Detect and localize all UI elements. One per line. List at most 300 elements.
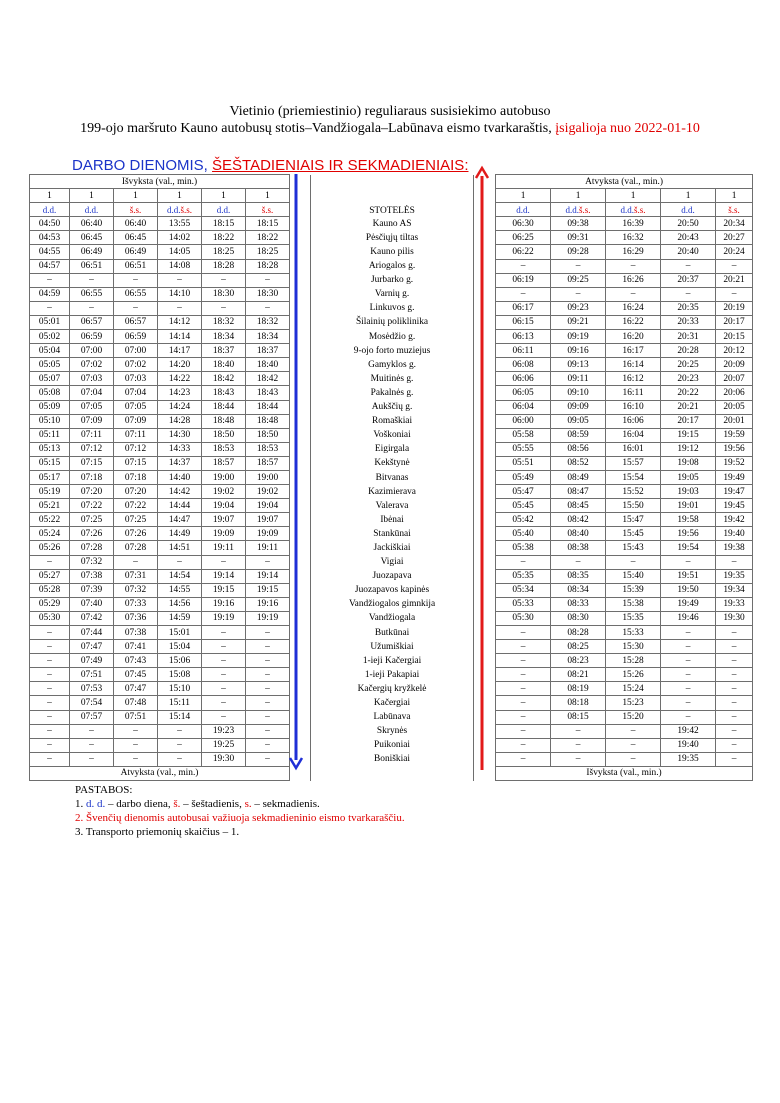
departure-time: 07:36: [114, 611, 158, 625]
departure-time: 18:37: [246, 344, 290, 358]
arrival-time: 16:29: [606, 245, 661, 259]
arrival-time: 08:33: [551, 597, 606, 611]
arrival-time: 09:31: [551, 231, 606, 245]
arrival-time: 20:25: [661, 358, 716, 372]
arrival-time: 15:20: [606, 710, 661, 724]
departure-time: –: [30, 301, 70, 315]
departure-time: 18:30: [246, 287, 290, 301]
arrival-time: 08:47: [551, 485, 606, 499]
arrival-time: 16:01: [606, 442, 661, 456]
arrival-time: 09:05: [551, 414, 606, 428]
departure-time: 14:55: [158, 583, 202, 597]
departure-time: 19:16: [202, 597, 246, 611]
arrival-time: –: [606, 259, 661, 273]
arrival-time: 15:38: [606, 597, 661, 611]
departure-time: 14:05: [158, 245, 202, 259]
arrival-time: –: [661, 654, 716, 668]
departure-time: 07:05: [114, 400, 158, 414]
departure-time: 18:32: [246, 315, 290, 329]
departure-time: –: [158, 752, 202, 766]
arrival-time: 05:42: [496, 513, 551, 527]
departure-time: 19:07: [246, 513, 290, 527]
departure-time: 19:14: [202, 569, 246, 583]
departure-time: –: [30, 654, 70, 668]
departure-time: –: [114, 555, 158, 569]
arrival-time: 20:01: [716, 414, 753, 428]
arrival-time: –: [716, 682, 753, 696]
arrival-time: 15:28: [606, 654, 661, 668]
departure-time: 07:32: [114, 583, 158, 597]
departure-time: 07:31: [114, 569, 158, 583]
departure-time: 07:33: [114, 597, 158, 611]
route-number: 1: [246, 189, 290, 203]
arrival-time: 15:54: [606, 470, 661, 484]
stop-name: Labūnava: [311, 710, 474, 724]
arrival-time: 09:23: [551, 301, 606, 315]
arrival-time: 15:24: [606, 682, 661, 696]
note-1-saturday-abbr: š.: [173, 798, 181, 810]
arrival-time: –: [716, 259, 753, 273]
stop-name: Romaškiai: [311, 414, 474, 428]
departure-time: –: [70, 738, 114, 752]
arrival-time: 06:17: [496, 301, 551, 315]
stop-name: Muitinės g.: [311, 372, 474, 386]
departure-time: 07:51: [114, 710, 158, 724]
day-type: d.d.š.s.: [606, 203, 661, 217]
arrival-time: 08:38: [551, 541, 606, 555]
departure-time: 15:14: [158, 710, 202, 724]
arrival-time: 09:09: [551, 400, 606, 414]
stop-name: Jackiškiai: [311, 541, 474, 555]
arrival-time: 08:25: [551, 640, 606, 654]
arrival-time: 06:00: [496, 414, 551, 428]
arrival-time: 16:24: [606, 301, 661, 315]
arrival-time: –: [496, 696, 551, 710]
arrival-time: 08:19: [551, 682, 606, 696]
departure-time: 05:04: [30, 344, 70, 358]
arrival-time: –: [551, 752, 606, 766]
departure-time: 14:23: [158, 386, 202, 400]
departure-time: –: [70, 724, 114, 738]
departure-time: –: [158, 301, 202, 315]
departure-time: 07:38: [70, 569, 114, 583]
departure-time: 06:45: [114, 231, 158, 245]
arrival-time: 08:52: [551, 456, 606, 470]
departure-time: 07:12: [70, 442, 114, 456]
departure-time: –: [158, 273, 202, 287]
departure-time: 07:00: [70, 344, 114, 358]
departure-time: 07:25: [114, 513, 158, 527]
arrival-time: 06:06: [496, 372, 551, 386]
arrival-time: –: [551, 287, 606, 301]
stop-name: Vandžiogalos gimnkija: [311, 597, 474, 611]
departure-time: 07:22: [114, 499, 158, 513]
arrival-time: 19:40: [661, 738, 716, 752]
departure-time: 14:22: [158, 372, 202, 386]
departure-time: 07:03: [70, 372, 114, 386]
departure-time: 14:44: [158, 499, 202, 513]
arrival-time: 05:40: [496, 527, 551, 541]
departure-time: –: [158, 724, 202, 738]
departure-time: 05:11: [30, 428, 70, 442]
departure-time: 14:33: [158, 442, 202, 456]
arrival-time: 09:21: [551, 315, 606, 329]
departure-time: 05:24: [30, 527, 70, 541]
departure-time: –: [246, 696, 290, 710]
departure-time: 19:19: [246, 611, 290, 625]
arrival-time: –: [551, 555, 606, 569]
departure-time: 07:02: [70, 358, 114, 372]
arrival-time: –: [496, 710, 551, 724]
arrival-time: –: [496, 682, 551, 696]
arrival-time: 19:03: [661, 485, 716, 499]
departure-time: –: [202, 301, 246, 315]
departure-time: 07:41: [114, 640, 158, 654]
departure-time: 07:11: [114, 428, 158, 442]
stop-name: Puikoniai: [311, 738, 474, 752]
departure-time: 05:27: [30, 569, 70, 583]
departure-time: 06:59: [114, 330, 158, 344]
departure-time: 18:48: [202, 414, 246, 428]
arrival-time: 16:11: [606, 386, 661, 400]
arrival-time: 20:34: [716, 217, 753, 231]
stop-name: Kauno pilis: [311, 245, 474, 259]
arrival-time: 15:43: [606, 541, 661, 555]
arrival-time: 20:19: [716, 301, 753, 315]
departure-time: 07:18: [70, 470, 114, 484]
arrival-time: 19:35: [716, 569, 753, 583]
stop-name: Vandžiogala: [311, 611, 474, 625]
stop-name: Varnių g.: [311, 287, 474, 301]
notes: [75, 783, 405, 839]
arrival-time: 08:35: [551, 569, 606, 583]
arrival-time: 20:21: [716, 273, 753, 287]
arrival-time: 16:10: [606, 400, 661, 414]
departure-time: 05:26: [30, 541, 70, 555]
arrival-time: 05:55: [496, 442, 551, 456]
arrival-time: 16:12: [606, 372, 661, 386]
departure-time: 14:20: [158, 358, 202, 372]
departure-time: 06:51: [114, 259, 158, 273]
arrival-time: –: [716, 555, 753, 569]
day-type: d.d.š.s.: [158, 203, 202, 217]
stop-name: Voškoniai: [311, 428, 474, 442]
departure-time: –: [70, 273, 114, 287]
arrival-time: –: [496, 640, 551, 654]
arrival-time: 20:28: [661, 344, 716, 358]
departure-time: 06:55: [70, 287, 114, 301]
departure-time: 19:15: [202, 583, 246, 597]
arrival-time: 06:25: [496, 231, 551, 245]
departure-time: 18:43: [202, 386, 246, 400]
stop-name: Vigiai: [311, 555, 474, 569]
stop-name: Valerava: [311, 499, 474, 513]
departure-time: 18:57: [246, 456, 290, 470]
arrival-time: –: [496, 752, 551, 766]
note-1-text-c: – sekmadienis.: [251, 798, 320, 810]
arrival-time: –: [716, 626, 753, 640]
departure-time: 14:24: [158, 400, 202, 414]
departure-time: 14:42: [158, 485, 202, 499]
stop-name: Juozapavos kapinės: [311, 583, 474, 597]
arrival-header: Atvyksta (val., min.): [496, 175, 753, 189]
arrival-time: 15:35: [606, 611, 661, 625]
departure-time: –: [158, 555, 202, 569]
arrival-time: –: [716, 710, 753, 724]
arrival-time: –: [661, 626, 716, 640]
departure-time: –: [246, 626, 290, 640]
departure-time: 05:13: [30, 442, 70, 456]
stop-name: 9-ojo forto muziejus: [311, 344, 474, 358]
departure-time: 07:43: [114, 654, 158, 668]
arrival-time: 09:38: [551, 217, 606, 231]
arrival-time: 19:05: [661, 470, 716, 484]
arrival-time: –: [606, 738, 661, 752]
arrival-time: 19:49: [661, 597, 716, 611]
arrival-time: 16:32: [606, 231, 661, 245]
effective-date: įsigalioja nuo 2022-01-10: [555, 121, 700, 136]
departure-time: 07:04: [114, 386, 158, 400]
arrival-time: –: [496, 738, 551, 752]
arrival-time: 20:24: [716, 245, 753, 259]
departure-time: –: [30, 273, 70, 287]
departure-time: 18:15: [246, 217, 290, 231]
departure-time: 05:29: [30, 597, 70, 611]
departure-time: –: [246, 273, 290, 287]
footer-departure-label: Išvyksta (val., min.): [496, 766, 753, 780]
departure-time: –: [246, 555, 290, 569]
departure-time: 07:11: [70, 428, 114, 442]
arrival-time: 19:47: [716, 485, 753, 499]
departure-time: 07:09: [70, 414, 114, 428]
arrival-time: 15:33: [606, 626, 661, 640]
arrival-time: –: [716, 696, 753, 710]
departure-time: 18:28: [246, 259, 290, 273]
departure-time: 19:15: [246, 583, 290, 597]
arrival-time: 05:30: [496, 611, 551, 625]
departure-time: 07:03: [114, 372, 158, 386]
arrival-time: 06:04: [496, 400, 551, 414]
arrival-time: 09:19: [551, 330, 606, 344]
heading-workdays: DARBO DIENOMIS,: [72, 157, 213, 174]
departure-time: 05:01: [30, 315, 70, 329]
departure-time: 15:01: [158, 626, 202, 640]
arrival-time: 05:51: [496, 456, 551, 470]
arrival-time: 15:45: [606, 527, 661, 541]
arrival-time: 06:13: [496, 330, 551, 344]
stop-name: Šilainių poliklinika: [311, 315, 474, 329]
arrival-time: 20:23: [661, 372, 716, 386]
arrival-time: –: [551, 259, 606, 273]
departure-time: 07:04: [70, 386, 114, 400]
departure-time: 18:50: [246, 428, 290, 442]
departure-time: 06:45: [70, 231, 114, 245]
stop-name: Bitvanas: [311, 470, 474, 484]
note-3: 3. Transporto priemonių skaičius – 1.: [75, 826, 240, 838]
departure-time: 19:16: [246, 597, 290, 611]
arrival-time: 19:52: [716, 456, 753, 470]
arrival-time: –: [496, 668, 551, 682]
stop-name: Mosėdžio g.: [311, 330, 474, 344]
stop-name: Ariogalos g.: [311, 259, 474, 273]
departure-time: –: [246, 301, 290, 315]
departure-time: –: [158, 738, 202, 752]
stops-header: STOTELĖS: [311, 189, 474, 217]
departure-time: 06:40: [114, 217, 158, 231]
arrival-time: 20:27: [716, 231, 753, 245]
arrival-time: 16:06: [606, 414, 661, 428]
arrival-time: –: [606, 555, 661, 569]
departure-time: 14:17: [158, 344, 202, 358]
departure-time: 14:10: [158, 287, 202, 301]
departure-time: –: [30, 668, 70, 682]
departure-time: 19:04: [202, 499, 246, 513]
arrival-time: 19:56: [716, 442, 753, 456]
arrival-time: 19:58: [661, 513, 716, 527]
departure-time: 18:48: [246, 414, 290, 428]
stop-name: Kekštynė: [311, 456, 474, 470]
departure-time: –: [246, 738, 290, 752]
note-1: [75, 797, 405, 811]
departure-time: 05:19: [30, 485, 70, 499]
arrival-time: 08:45: [551, 499, 606, 513]
arrival-time: –: [661, 287, 716, 301]
arrival-time: –: [716, 668, 753, 682]
arrival-time: 19:50: [661, 583, 716, 597]
departure-time: –: [202, 654, 246, 668]
arrival-time: 15:40: [606, 569, 661, 583]
departure-time: 14:37: [158, 456, 202, 470]
departure-time: –: [246, 640, 290, 654]
arrival-time: 15:23: [606, 696, 661, 710]
departure-time: 07:28: [114, 541, 158, 555]
departure-time: 07:39: [70, 583, 114, 597]
stop-name: 1-ieji Pakapiai: [311, 668, 474, 682]
arrival-time: 05:33: [496, 597, 551, 611]
departure-time: 18:25: [202, 245, 246, 259]
departure-time: 19:07: [202, 513, 246, 527]
arrival-time: 09:28: [551, 245, 606, 259]
departure-time: 06:49: [70, 245, 114, 259]
departure-time: –: [30, 555, 70, 569]
stop-name: Pakalnės g.: [311, 386, 474, 400]
departure-time: 18:42: [202, 372, 246, 386]
departure-time: 07:47: [70, 640, 114, 654]
departure-time: 19:00: [246, 470, 290, 484]
route-number: 1: [30, 189, 70, 203]
departure-time: –: [114, 273, 158, 287]
arrival-time: 08:28: [551, 626, 606, 640]
arrival-time: 08:30: [551, 611, 606, 625]
day-type: š.s.: [716, 203, 753, 217]
note-1-text-a: – darbo diena,: [105, 798, 174, 810]
arrival-time: –: [661, 555, 716, 569]
departure-time: 14:28: [158, 414, 202, 428]
route-number: 1: [202, 189, 246, 203]
document-title-line-1: Vietinio (priemiestinio) reguliaraus susisiekimo autobuso: [229, 104, 551, 119]
arrival-time: –: [661, 640, 716, 654]
departure-time: –: [30, 710, 70, 724]
departure-time: 19:00: [202, 470, 246, 484]
arrival-time: 05:49: [496, 470, 551, 484]
arrival-time: 16:14: [606, 358, 661, 372]
departure-time: 07:00: [114, 344, 158, 358]
arrival-time: 09:11: [551, 372, 606, 386]
departure-time: –: [246, 668, 290, 682]
departure-time: 07:57: [70, 710, 114, 724]
departure-time: –: [30, 738, 70, 752]
departure-time: 14:47: [158, 513, 202, 527]
departure-time: 07:18: [114, 470, 158, 484]
departure-time: 15:08: [158, 668, 202, 682]
arrival-time: 20:21: [661, 400, 716, 414]
departure-time: 18:44: [246, 400, 290, 414]
departure-time: –: [30, 696, 70, 710]
arrival-time: 15:52: [606, 485, 661, 499]
departure-time: 18:22: [202, 231, 246, 245]
stop-name: Jurbarko g.: [311, 273, 474, 287]
arrival-time: 09:10: [551, 386, 606, 400]
departure-time: 07:47: [114, 682, 158, 696]
arrival-time: 19:38: [716, 541, 753, 555]
arrival-time: 19:30: [716, 611, 753, 625]
arrival-time: 08:18: [551, 696, 606, 710]
arrival-time: 20:37: [661, 273, 716, 287]
departure-time: 05:08: [30, 386, 70, 400]
arrival-time: 15:57: [606, 456, 661, 470]
arrival-time: 15:39: [606, 583, 661, 597]
arrival-time: 20:06: [716, 386, 753, 400]
departure-time: 19:30: [202, 752, 246, 766]
departure-time: 18:57: [202, 456, 246, 470]
departure-time: –: [202, 696, 246, 710]
departure-time: 07:51: [70, 668, 114, 682]
departure-time: –: [30, 626, 70, 640]
stop-name: Gamyklos g.: [311, 358, 474, 372]
departure-time: –: [246, 682, 290, 696]
arrival-time: –: [716, 654, 753, 668]
arrival-time: 19:35: [661, 752, 716, 766]
arrival-time: 19:42: [661, 724, 716, 738]
departure-time: 04:57: [30, 259, 70, 273]
departure-time: –: [202, 682, 246, 696]
arrival-time: 15:50: [606, 499, 661, 513]
arrival-time: 20:22: [661, 386, 716, 400]
departure-time: 18:50: [202, 428, 246, 442]
arrival-time: –: [716, 287, 753, 301]
departure-time: 05:22: [30, 513, 70, 527]
day-type: d.d.: [202, 203, 246, 217]
departure-time: 18:37: [202, 344, 246, 358]
departure-time: 07:32: [70, 555, 114, 569]
arrival-time: 19:45: [716, 499, 753, 513]
arrival-time: 08:40: [551, 527, 606, 541]
departure-time: 07:15: [70, 456, 114, 470]
arrival-time: 19:40: [716, 527, 753, 541]
departure-time: –: [114, 752, 158, 766]
arrival-time: 20:17: [716, 315, 753, 329]
departure-time: 14:56: [158, 597, 202, 611]
departure-time: –: [30, 640, 70, 654]
stop-name: Kačergių kryžkelė: [311, 682, 474, 696]
departure-time: 15:04: [158, 640, 202, 654]
departure-time: –: [30, 724, 70, 738]
arrival-time: –: [496, 259, 551, 273]
departure-time: 05:30: [30, 611, 70, 625]
departure-time: 19:14: [246, 569, 290, 583]
arrival-time: –: [606, 752, 661, 766]
arrival-time: –: [551, 724, 606, 738]
